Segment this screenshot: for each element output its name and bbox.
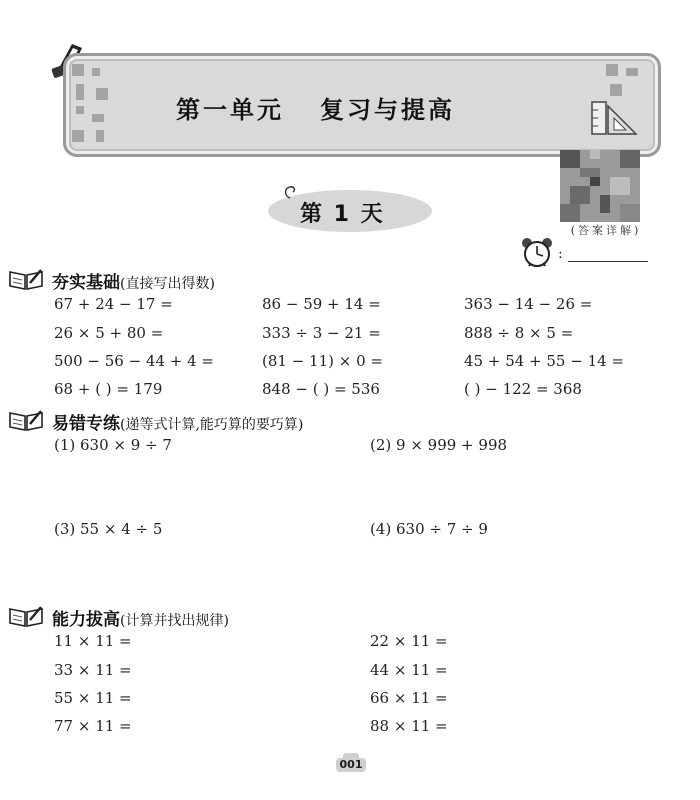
unit-title-sub: 复习与提高 — [320, 96, 455, 124]
unit-title-main: 第一单元 — [176, 96, 284, 124]
mistakes-problem: (2) 9 × 999 + 998 — [370, 436, 508, 454]
basic-equation: 67 + 24 − 17 = — [54, 295, 173, 313]
qr-code-image[interactable] — [560, 150, 640, 222]
basic-fill-blank[interactable]: 848 − ( ) = 536 — [262, 380, 380, 398]
unit-title — [176, 90, 455, 125]
pattern-decoration — [606, 64, 646, 104]
basic-fill-blank[interactable]: ( ) − 122 = 368 — [464, 380, 582, 398]
ruler-triangle-icon — [590, 100, 638, 136]
ability-equation: 22 × 11 = — [370, 632, 448, 650]
section-basic-title: 夯实基础 — [52, 273, 120, 293]
time-colon: : — [558, 246, 563, 262]
ability-equation: 88 × 11 = — [370, 717, 448, 735]
section-ability-hint: (计算并找出规律) — [120, 613, 229, 629]
basic-equation: 26 × 5 + 80 = — [54, 324, 164, 342]
ability-equation: 77 × 11 = — [54, 717, 132, 735]
section-mistakes-title: 易错专练 — [52, 414, 120, 434]
section-basic-hint: (直接写出得数) — [120, 276, 215, 292]
pattern-decoration — [72, 106, 112, 146]
day-label: 第 1 天 — [300, 202, 385, 227]
unit-banner — [63, 53, 661, 157]
basic-equation: 333 ÷ 3 − 21 = — [262, 324, 381, 342]
basic-equation: 888 ÷ 8 × 5 = — [464, 324, 574, 342]
section-mistakes-hint: (递等式计算,能巧算的要巧算) — [120, 417, 304, 433]
ability-equation: 11 × 11 = — [54, 632, 132, 650]
basic-fill-blank[interactable]: 68 + ( ) = 179 — [54, 380, 163, 398]
curl-decoration — [282, 184, 298, 200]
mistakes-problem: (3) 55 × 4 ÷ 5 — [54, 520, 163, 538]
basic-equation: 500 − 56 − 44 + 4 = — [54, 352, 214, 370]
basic-equation: (81 − 11) × 0 = — [262, 352, 383, 370]
time-answer-line[interactable] — [568, 261, 648, 262]
open-book-icon — [8, 268, 44, 290]
basic-equation: 363 − 14 − 26 = — [464, 295, 593, 313]
open-book-icon — [8, 409, 44, 431]
ability-equation: 44 × 11 = — [370, 661, 448, 679]
ability-equation: 33 × 11 = — [54, 661, 132, 679]
section-ability-title: 能力拔高 — [52, 610, 120, 630]
ability-equation: 66 × 11 = — [370, 689, 448, 707]
basic-equation: 86 − 59 + 14 = — [262, 295, 381, 313]
open-book-icon — [8, 605, 44, 627]
mistakes-problem: (4) 630 ÷ 7 ÷ 9 — [370, 520, 488, 538]
mistakes-problem: (1) 630 × 9 ÷ 7 — [54, 436, 172, 454]
alarm-clock-icon — [520, 237, 554, 269]
ability-equation: 55 × 11 = — [54, 689, 132, 707]
qr-caption: (答案详解) — [570, 224, 642, 237]
pattern-decoration — [72, 64, 112, 104]
page-number: 001 — [336, 758, 366, 772]
basic-equation: 45 + 54 + 55 − 14 = — [464, 352, 624, 370]
